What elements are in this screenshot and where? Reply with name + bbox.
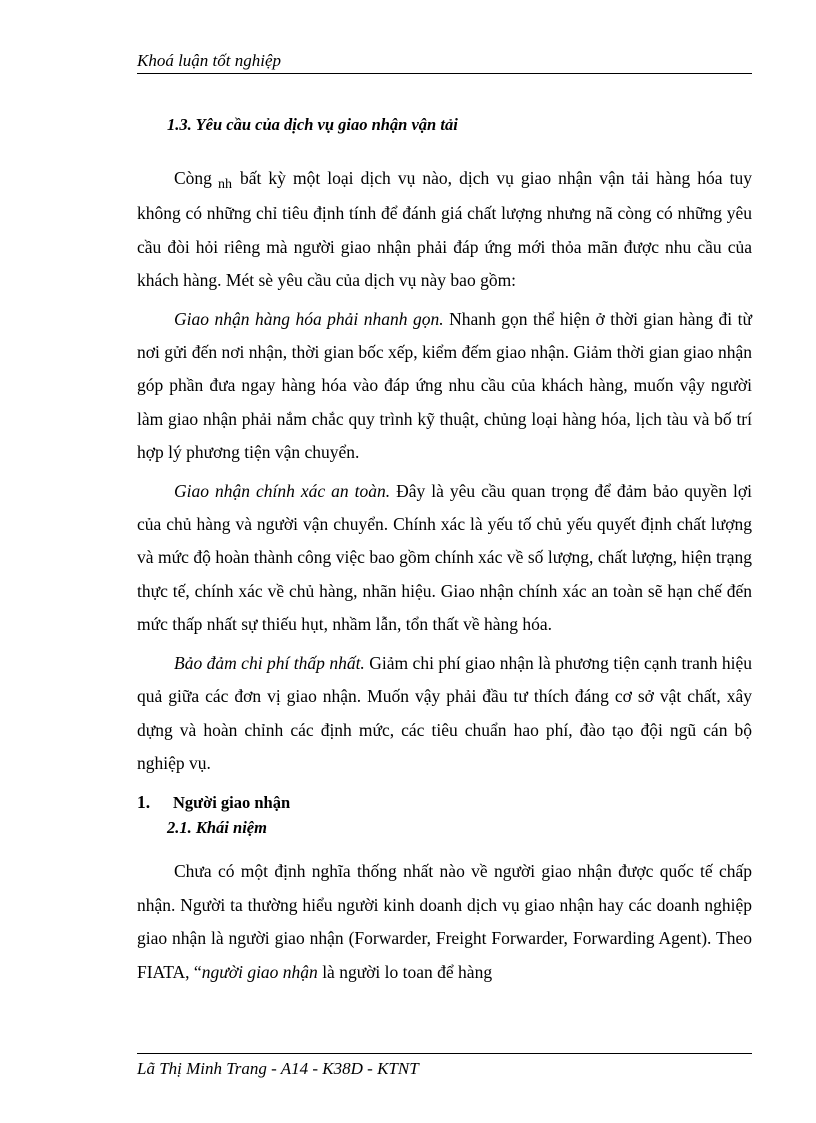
footer-rule: [137, 1053, 752, 1054]
intro-rest: bất kỳ một loại dịch vụ nào, dịch vụ giao nhận vận tải hàng hóa tuy không có những chỉ tiêu định tính để đánh giá chất lượng nhưng nã còng có những yêu cầu đòi hỏi riêng mà người giao nhận phải đáp ứng mới thỏa mãn được nhu cầu của khách hàng. Mét sè yêu cầu của dịch vụ này bao gồm:: [137, 168, 752, 291]
page-footer: [137, 1058, 752, 1080]
definition-end: là người lo toan để hàng: [317, 961, 493, 982]
accurate-lead: Giao nhận chính xác an toàn.: [174, 480, 391, 501]
subsection-heading-2-1: 2.1. Khái niệm: [167, 818, 267, 838]
fast-lead: Giao nhận hàng hóa phải nhanh gọn.: [174, 308, 444, 329]
section-number: 1.: [137, 792, 151, 813]
document-body: [137, 112, 752, 989]
header-title: Khoá luận tốt nghiệp: [137, 51, 282, 70]
header-rule: [137, 73, 752, 74]
paragraph-cost: [137, 647, 752, 781]
paragraph-fast: [137, 303, 752, 470]
cost-lead: Bảo đảm chi phí thấp nhất.: [174, 652, 365, 673]
intro-start: Còng: [174, 168, 212, 188]
paragraph-definition: [137, 855, 752, 989]
fast-rest: Nhanh gọn thể hiện ở thời gian hàng đi từ nơi gửi đến nơi nhận, thời gian bốc xếp, kiểm đếm giao nhận. Giảm thời gian giao nhận góp phần đưa ngay hàng hóa vào đáp ứng nhu cầu của khách hàng, muốn vậy người làm giao nhận phải nắm chắc quy trình kỹ thuật, chủng loại hàng hóa, lịch tàu và bố trí hợp lý phương tiện vận chuyển.: [137, 308, 752, 463]
intro-sub-nh: nh: [217, 177, 232, 192]
section-heading-2: [137, 790, 752, 815]
cost-rest: Giảm chi phí giao nhận là phương tiện cạnh tranh hiệu quả giữa các đơn vị giao nhận. Muốn vậy phải đầu tư thích đáng cơ sở vật chất, xây dựng và hoàn chỉnh các định mức, các tiêu chuẩn hao phí, đào tạo đội ngũ cán bộ nghiệp vụ.: [137, 652, 753, 773]
definition-em: người giao nhận: [201, 961, 318, 982]
section-heading-1-3: 1.3. Yêu cầu của dịch vụ giao nhận vận tải: [167, 115, 458, 134]
paragraph-intro: [137, 162, 752, 298]
footer-author: Lã Thị Minh Trang - A14 - K38D - KTNT: [137, 1059, 419, 1078]
paragraph-accurate: [137, 475, 752, 642]
definition-start: Chưa có một định nghĩa thống nhất nào về người giao nhận được quốc tế chấp nhận. Người ta thường hiểu người kinh doanh dịch vụ giao nhận hay các doanh nghiệp giao nhận là người giao nhận (Forwarder, Freight Forwarder, Forwarding Agent). Theo FIATA, “: [137, 861, 752, 982]
page-header: [137, 50, 752, 72]
section-title: Người giao nhận: [173, 793, 291, 813]
accurate-rest: Đây là yêu cầu quan trọng để đảm bảo quyền lợi của chủ hàng và người vận chuyển. Chính xác là yếu tố chủ yếu quyết định chất lượng và mức độ hoàn thành công việc bao gồm chính xác về số lượng, chất lượng, hiện trạng thực tế, chính xác về chủ hàng, nhãn hiệu. Giao nhận chính xác an toàn sẽ hạn chế đến mức thấp nhất sự thiếu hụt, nhầm lẫn, tổn thất về hàng hóa.: [137, 480, 752, 635]
